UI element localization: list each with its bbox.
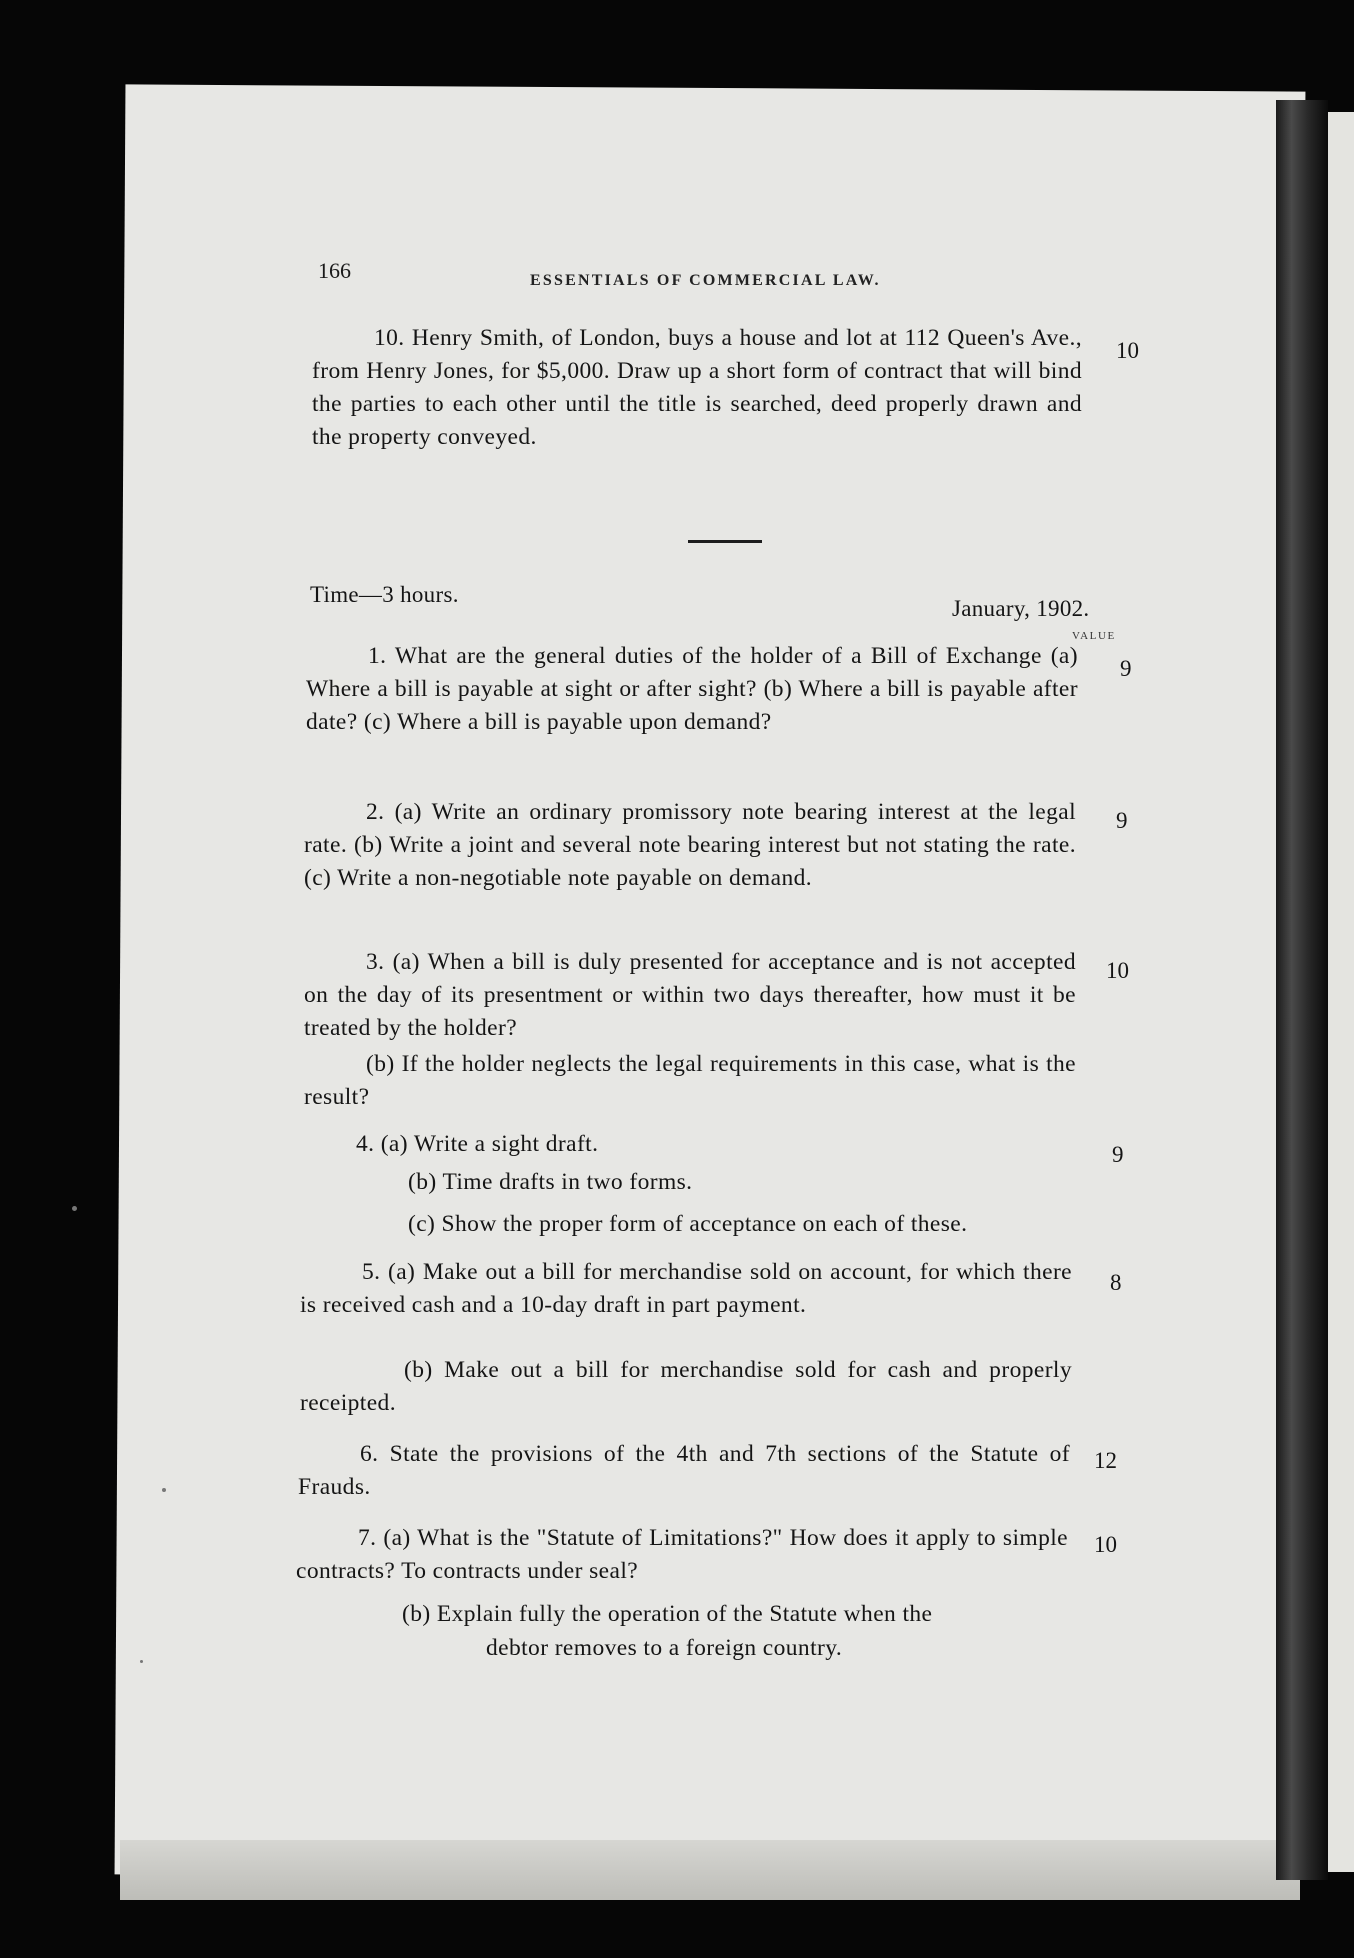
dust-speck (72, 1206, 77, 1211)
exam-time: Time—3 hours. (310, 582, 459, 607)
page-number: 166 (318, 258, 351, 283)
question-7-part-b-line-2: debtor removes to a foreign country. (486, 1635, 843, 1661)
question-5-value: 8 (1110, 1270, 1122, 1295)
book-spine (1276, 100, 1328, 1880)
question-2-value: 9 (1116, 808, 1128, 833)
question-2: 2. (a) Write an ordinary promissory note bearing interest at the legal rate. (b) Write a joint and several note bearing interest but not stating the rate. (c) Write a non-negotiable note payable on demand. (304, 799, 1076, 891)
value-column-heading: VALUE (1072, 630, 1116, 642)
question-4-line-a: 4. (a) Write a sight draft. (356, 1131, 599, 1157)
question-3-value: 10 (1106, 958, 1129, 983)
page-bottom-shade (120, 1840, 1300, 1900)
question-6: 6. State the provisions of the 4th and 7th sections of the Statute of Frauds. (298, 1441, 1070, 1500)
section-divider (688, 540, 762, 543)
question-5: 5. (a) Make out a bill for merchandise sold on account, for which there is received cash and a 10-day draft in part payment. (300, 1259, 1072, 1318)
question-7-part-b-line-1: (b) Explain fully the operation of the Statute when the (402, 1601, 933, 1627)
question-4-value: 9 (1112, 1142, 1124, 1167)
question-4-line-c: (c) Show the proper form of acceptance on each of these. (408, 1211, 968, 1237)
dust-speck (140, 1660, 143, 1663)
previous-question-value: 10 (1116, 338, 1139, 363)
question-6-value: 12 (1094, 1448, 1117, 1473)
question-3-part-b: (b) If the holder neglects the legal requirements in this case, what is the result? (304, 1051, 1076, 1110)
question-1-value: 9 (1120, 656, 1132, 681)
question-3: 3. (a) When a bill is duly presented for acceptance and is not accepted on the day of its presentment or within two days thereafter, how must it be treated by the holder? (304, 949, 1076, 1041)
previous-question-10: 10. Henry Smith, of London, buys a house and lot at 112 Queen's Ave., from Henry Jones, for $5,000. Draw up a short form of contract that will bind the parties to each other until the title is searched, deed properly drawn and the property conveyed. (312, 325, 1082, 450)
question-7-value: 10 (1094, 1532, 1117, 1557)
exam-date: January, 1902. (952, 596, 1090, 621)
question-1: 1. What are the general duties of the holder of a Bill of Exchange (a) Where a bill is payable at sight or after sight? (b) Where a bill is payable after date? (c) Where a bill is payable upon demand? (306, 643, 1078, 735)
dust-speck (162, 1488, 166, 1492)
running-header: ESSENTIALS OF COMMERCIAL LAW. (530, 272, 881, 289)
question-5-part-b: (b) Make out a bill for merchandise sold for cash and properly receipted. (300, 1357, 1072, 1416)
question-7: 7. (a) What is the "Statute of Limitations?" How does it apply to simple contracts? To contracts under seal? (296, 1525, 1068, 1584)
question-4-line-b: (b) Time drafts in two forms. (408, 1169, 693, 1195)
adjacent-page-edge (1328, 112, 1354, 1872)
